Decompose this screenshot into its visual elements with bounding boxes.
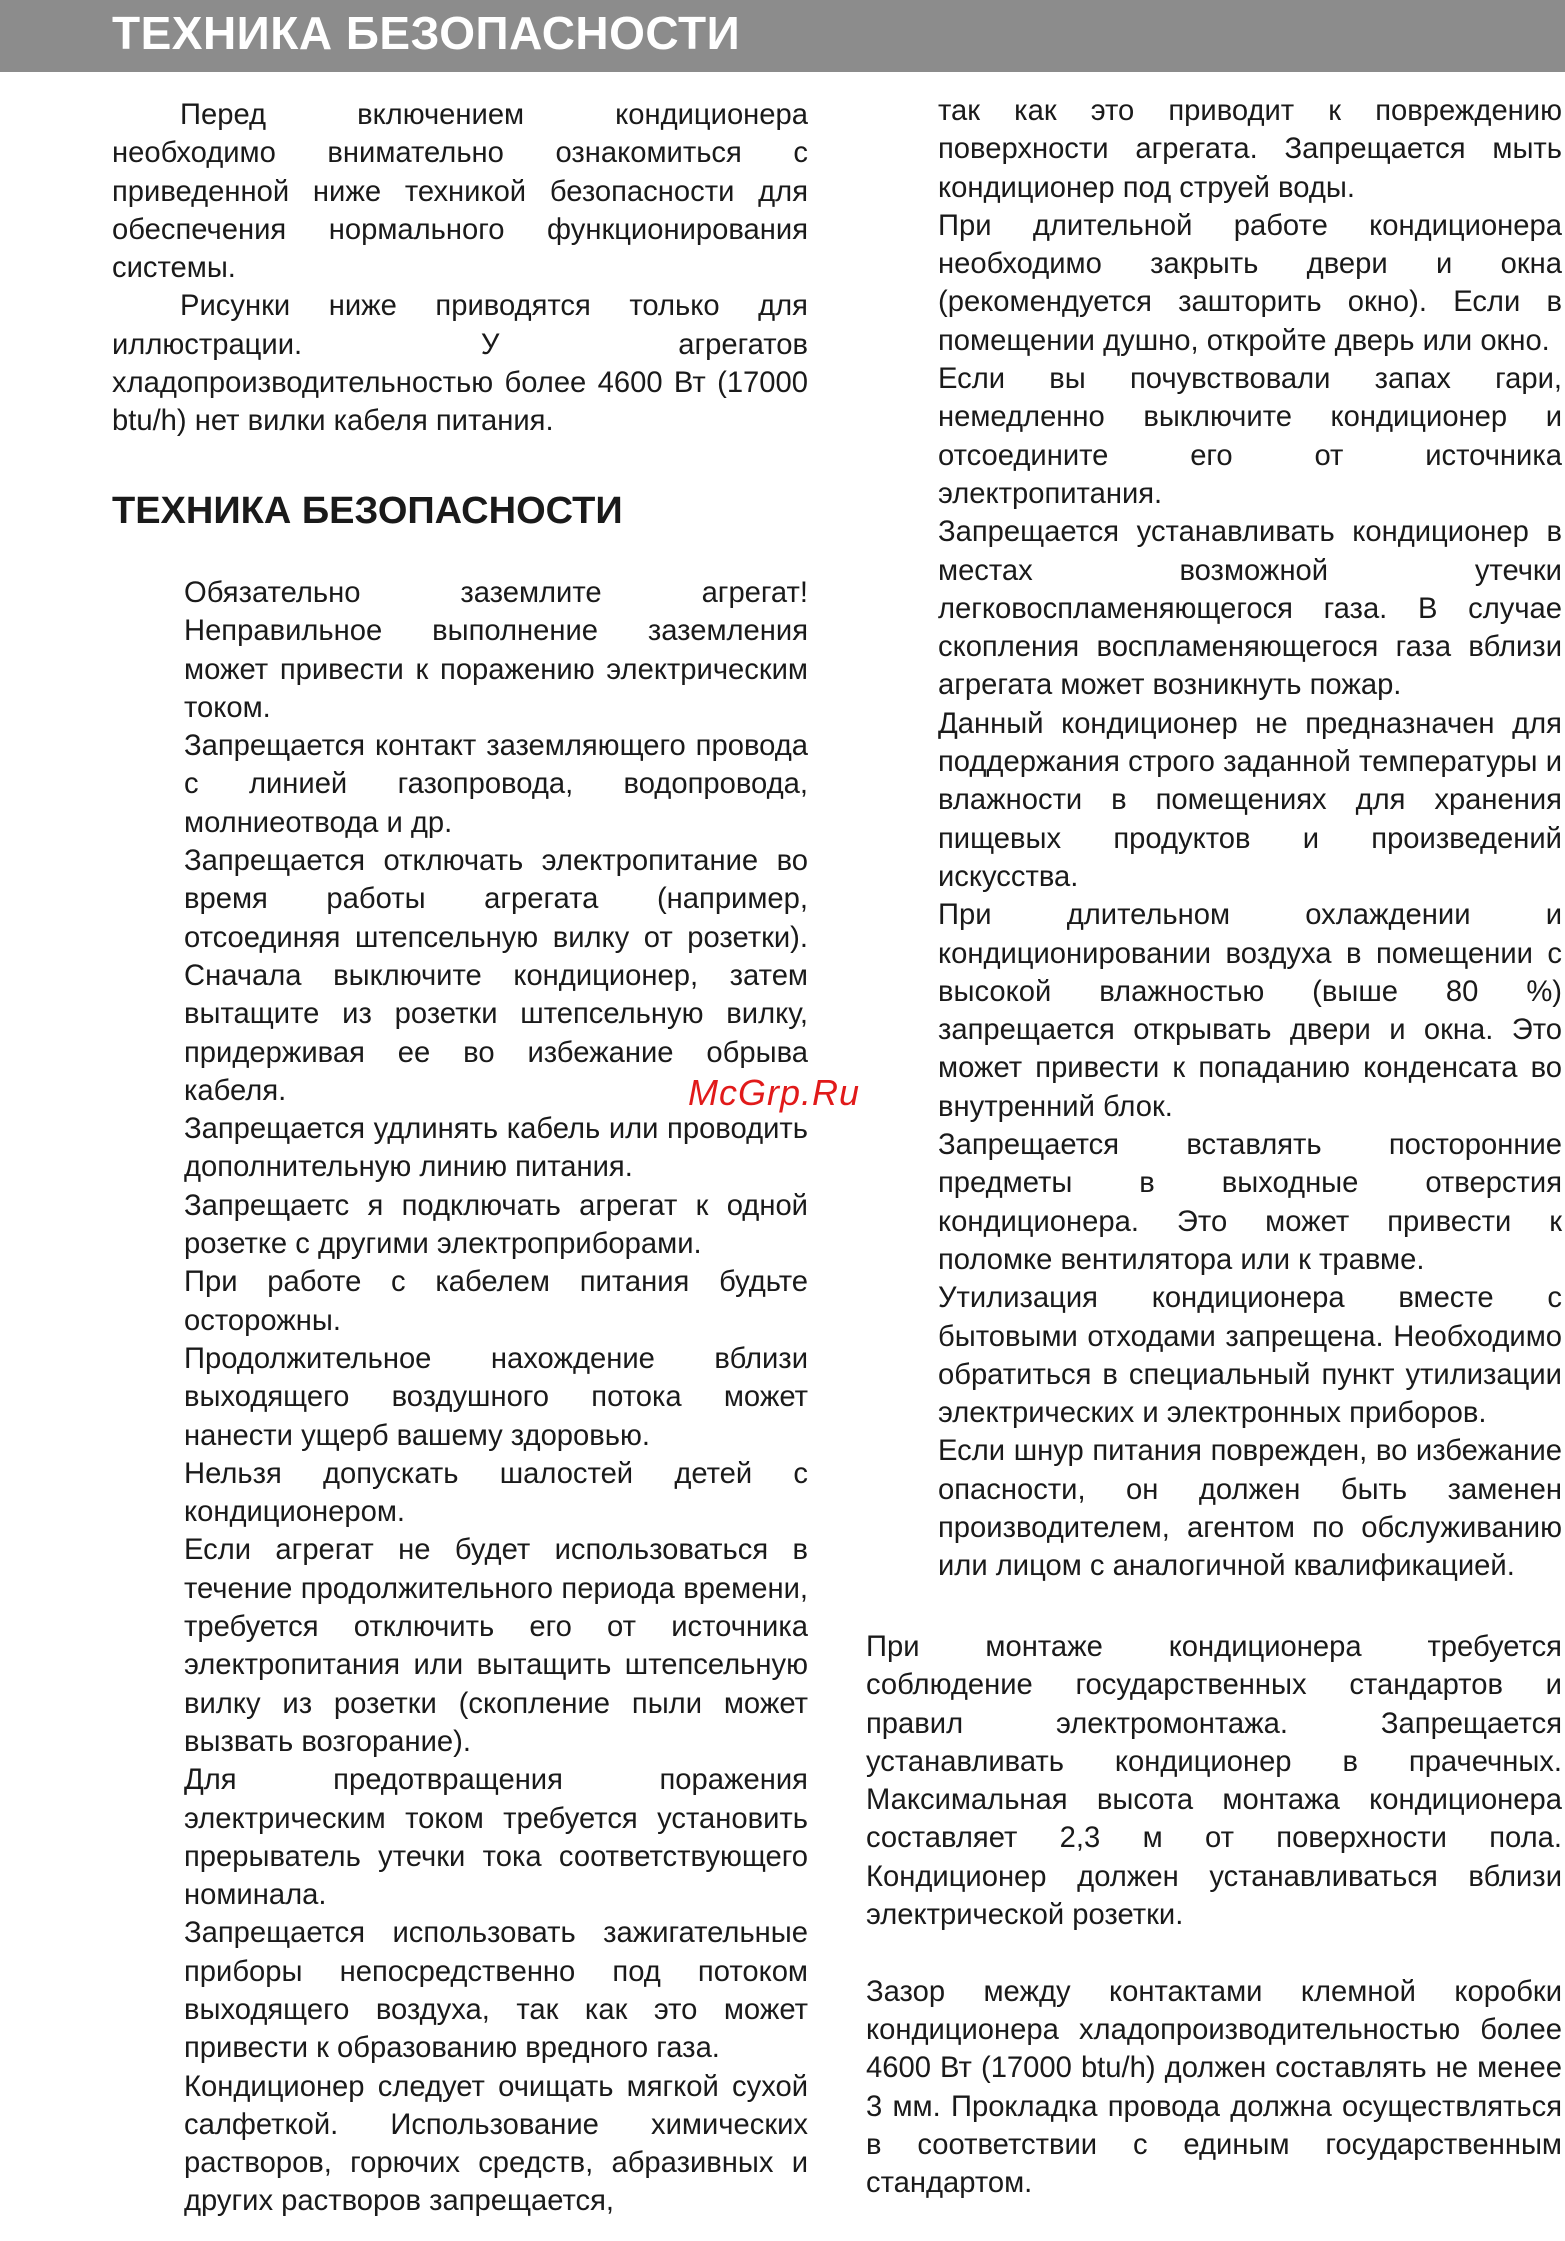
safety-rule: Если агрегат не будет использоваться в течение продолжительного периода времени, требуется отключить его от источника электропитания или вытащить штепсельную вилку из розетки (скопление пыли может вызвать возгорание). [184, 1534, 808, 1758]
safety-rule: Продолжительное нахождение вблизи выходящего воздушного потока может нанести ущерб вашему здоровью. [184, 1342, 808, 1452]
installation-note: Зазор между контактами клемной коробки кондиционера хладопроизводительностью более 4600 Вт (17000 btu/h) должен составлять не менее 3 мм. Прокладка провода должна осуществляться в соответствии с единым государственным стандартом. [866, 1975, 1562, 2200]
safety-rule: При работе с кабелем питания будьте осторожны. [184, 1266, 808, 1337]
intro-paragraph: Перед включением кондиционера необходимо внимательно ознакомиться с приведенной ниже техникой безопасности для обеспечения нормального функционирования системы. [112, 99, 808, 285]
safety-rule: Запрещается вставлять посторонние предметы в выходные отверстия кондиционера. Это может привести к поломке вентилятора или к травме. [938, 1129, 1562, 1276]
watermark-text: McGrp.Ru [688, 1072, 861, 1113]
safety-rule: При длительной работе кондиционера необходимо закрыть двери и окна (рекомендуется зашторить окно). Если в помещении душно, откройте дверь или окно. [938, 209, 1562, 357]
section-heading: ТЕХНИКА БЕЗОПАСНОСТИ [112, 490, 623, 532]
page-header-title: ТЕХНИКА БЕЗОПАСНОСТИ [112, 7, 741, 59]
safety-rule: Нельзя допускать шалостей детей с кондиционером. [184, 1457, 808, 1529]
installation-note: При монтаже кондиционера требуется соблюдение государственных стандартов и правил электромонтажа. Запрещается устанавливать кондиционер в прачечных. Максимальная высота монтажа кондиционера составляет 2,3 м от поверхности пола. Кондиционер должен устанавливаться вблизи электрической розетки. [866, 1631, 1562, 1932]
safety-rule: При длительном охлаждении и кондиционировании воздуха в помещении с высокой влажностью (выше 80 %) запрещается открывать двери и окна. Это может привести к попаданию конденсата во внутренний блок. [938, 899, 1562, 1123]
intro-paragraph: Рисунки ниже приводятся только для иллюстрации. У агрегатов хладопроизводительностью более 4600 Вт (17000 btu/h) нет вилки кабеля питания. [112, 290, 808, 438]
safety-rule: Кондиционер следует очищать мягкой сухой салфеткой. Использование химических растворов, горючих средств, абразивных и других растворов запрещается, [184, 2070, 808, 2218]
safety-rule: Данный кондиционер не предназначен для поддержания строго заданной температуры и влажности в помещениях для хранения пищевых продуктов и произведений искусства. [938, 707, 1562, 893]
right-rules-column [938, 92, 1562, 1586]
safety-rule: Если вы почувствовали запах гари, немедленно выключите кондиционер и отсоедините его от источника электропитания. [938, 363, 1562, 510]
safety-rule: Утилизация кондиционера вместе с бытовыми отходами запрещена. Необходимо обратиться в специальный пункт утилизации электрических и электронных приборов. [938, 1282, 1562, 1430]
intro-section [112, 96, 808, 441]
safety-rule: Для предотвращения поражения электрическим током требуется установить прерыватель утечки тока соответствующего номинала. [184, 1764, 808, 1912]
left-rules-column [184, 574, 808, 2221]
installation-notes [866, 1628, 1562, 2241]
safety-rule: Запрещается устанавливать кондиционер в местах возможной утечки легковоспламеняющегося газа. В случае скопления воспламеняющегося газа вблизи агрегата может возникнуть пожар. [938, 516, 1562, 702]
header-bar [0, 0, 1565, 72]
safety-rule: Запрещается контакт заземляющего провода с линией газопровода, водопровода, молниеотвода и др. [184, 730, 808, 839]
safety-rule: Запрещается удлинять кабель или проводить дополнительную линию питания. [184, 1113, 808, 1184]
safety-rule: Если шнур питания поврежден, во избежание опасности, он должен быть заменен производителем, агентом по обслуживанию или лицом с аналогичной квалификацией. [938, 1435, 1562, 1583]
safety-rule: так как это приводит к повреждению поверхности агрегата. Запрещается мыть кондиционер под струей воды. [938, 95, 1562, 204]
safety-rule: Запрещаетс я подключать агрегат к одной розетке с другими электроприборами. [184, 1189, 808, 1261]
safety-rule: Запрещается отключать электропитание во время работы агрегата (например, отсоединяя штепсельную вилку от розетки). Сначала выключите кондиционер, затем вытащите из розетки штепсельную вилку, придерживая ее во избежание обрыва кабеля. [184, 845, 808, 1107]
safety-rule: Обязательно заземлите агрегат! Неправильное выполнение заземления может привести к поражению электрическим током. [184, 577, 808, 724]
safety-rule: Запрещается использовать зажигательные приборы непосредственно под потоком выходящего воздуха, так как это может привести к образованию вредного газа. [184, 1917, 808, 2065]
